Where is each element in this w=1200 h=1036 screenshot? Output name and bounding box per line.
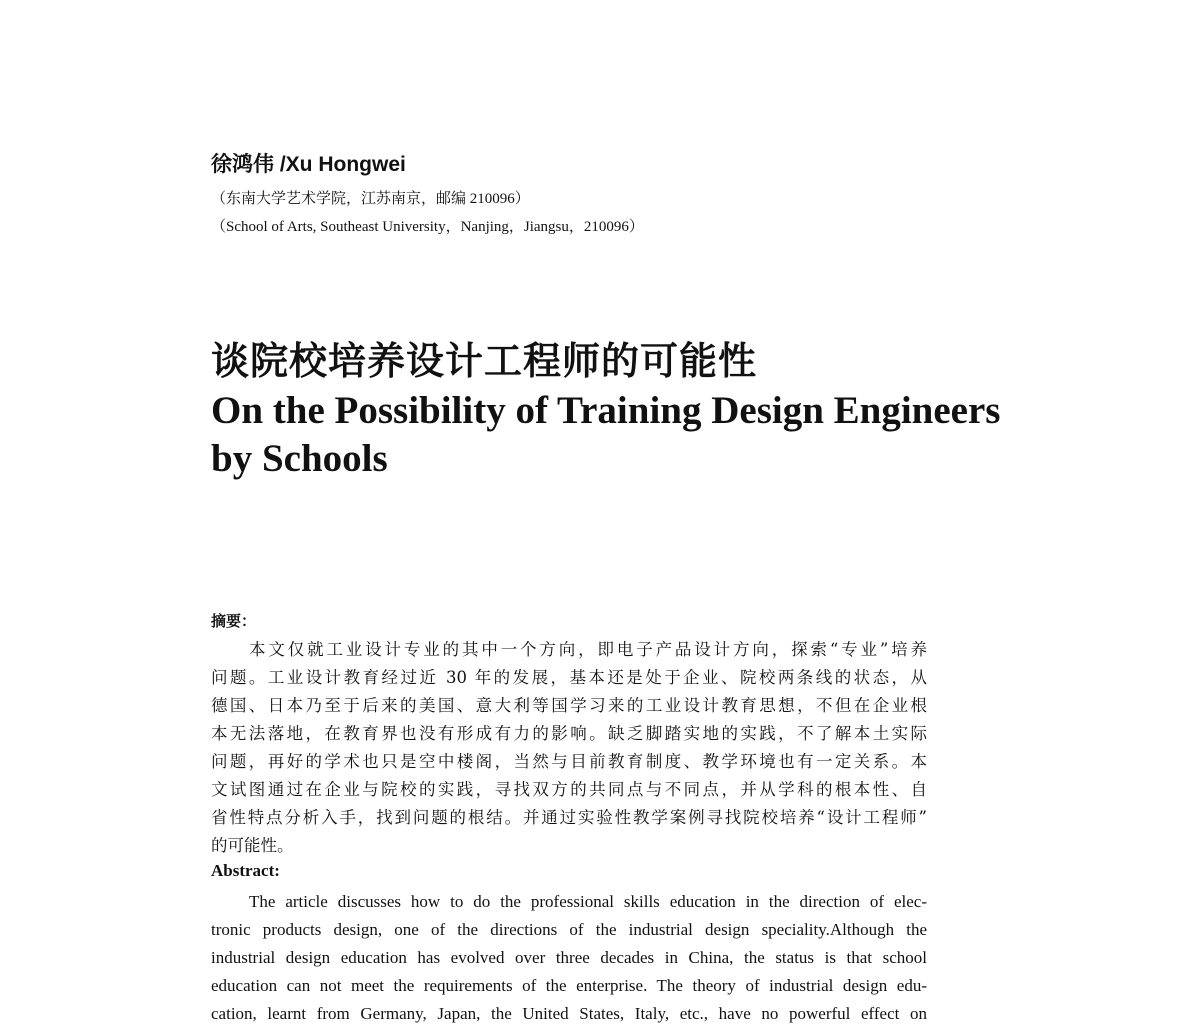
affiliation-chinese: （东南大学艺术学院，江苏南京，邮编 210096） — [211, 191, 530, 207]
author-name: 徐鸿伟 /Xu Hongwei — [211, 153, 406, 176]
abstract-line: 文试图通过在企业与院校的实践，寻找双方的共同点与不同点，并从学科的根本性、自 — [211, 780, 927, 799]
abstract-line: tronic products design, one of the directions of the industrial design speciality.Although the — [211, 920, 927, 939]
abstract-line: 的可能性。 — [211, 836, 294, 855]
title-english-line: On the Possibility of Training Design Engineers — [211, 389, 1001, 432]
title-english-line: by Schools — [211, 437, 388, 480]
abstract-line: 问题。工业设计教育经过近 30 年的发展，基本还是处于企业、院校两条线的状态，从 — [211, 668, 927, 687]
abstract-line: The article discusses how to do the professional skills education in the direction of elec- — [249, 892, 927, 911]
title-chinese: 谈院校培养设计工程师的可能性 — [211, 339, 758, 383]
abstract-chinese-label: 摘要： — [211, 612, 257, 630]
abstract-english-body — [211, 888, 927, 1028]
affiliation-english: （School of Arts, Southeast University，Nanjing，Jiangsu，210096） — [211, 219, 644, 235]
abstract-line: 本文仅就工业设计专业的其中一个方向，即电子产品设计方向，探索“专业”培养 — [249, 640, 927, 659]
abstract-line: education can not meet the requirements of the enterprise. The theory of industrial design edu- — [211, 976, 927, 995]
abstract-line: 德国、日本乃至于后来的美国、意大利等国学习来的工业设计教育思想，不但在企业根 — [211, 696, 927, 715]
abstract-english-label: Abstract: — [211, 861, 280, 880]
abstract-chinese-body — [211, 636, 927, 860]
abstract-line: 省性特点分析入手，找到问题的根结。并通过实验性教学案例寻找院校培养“设计工程师” — [211, 808, 927, 827]
abstract-line: 问题，再好的学术也只是空中楼阁，当然与目前教育制度、教学环境也有一定关系。本 — [211, 752, 927, 771]
abstract-line: 本无法落地，在教育界也没有形成有力的影响。缺乏脚踏实地的实践，不了解本土实际 — [211, 724, 927, 743]
abstract-line: industrial design education has evolved over three decades in China, the status is that school — [211, 948, 927, 967]
abstract-line: cation, learnt from Germany, Japan, the United States, Italy, etc., have no powerful effect on — [211, 1004, 927, 1023]
